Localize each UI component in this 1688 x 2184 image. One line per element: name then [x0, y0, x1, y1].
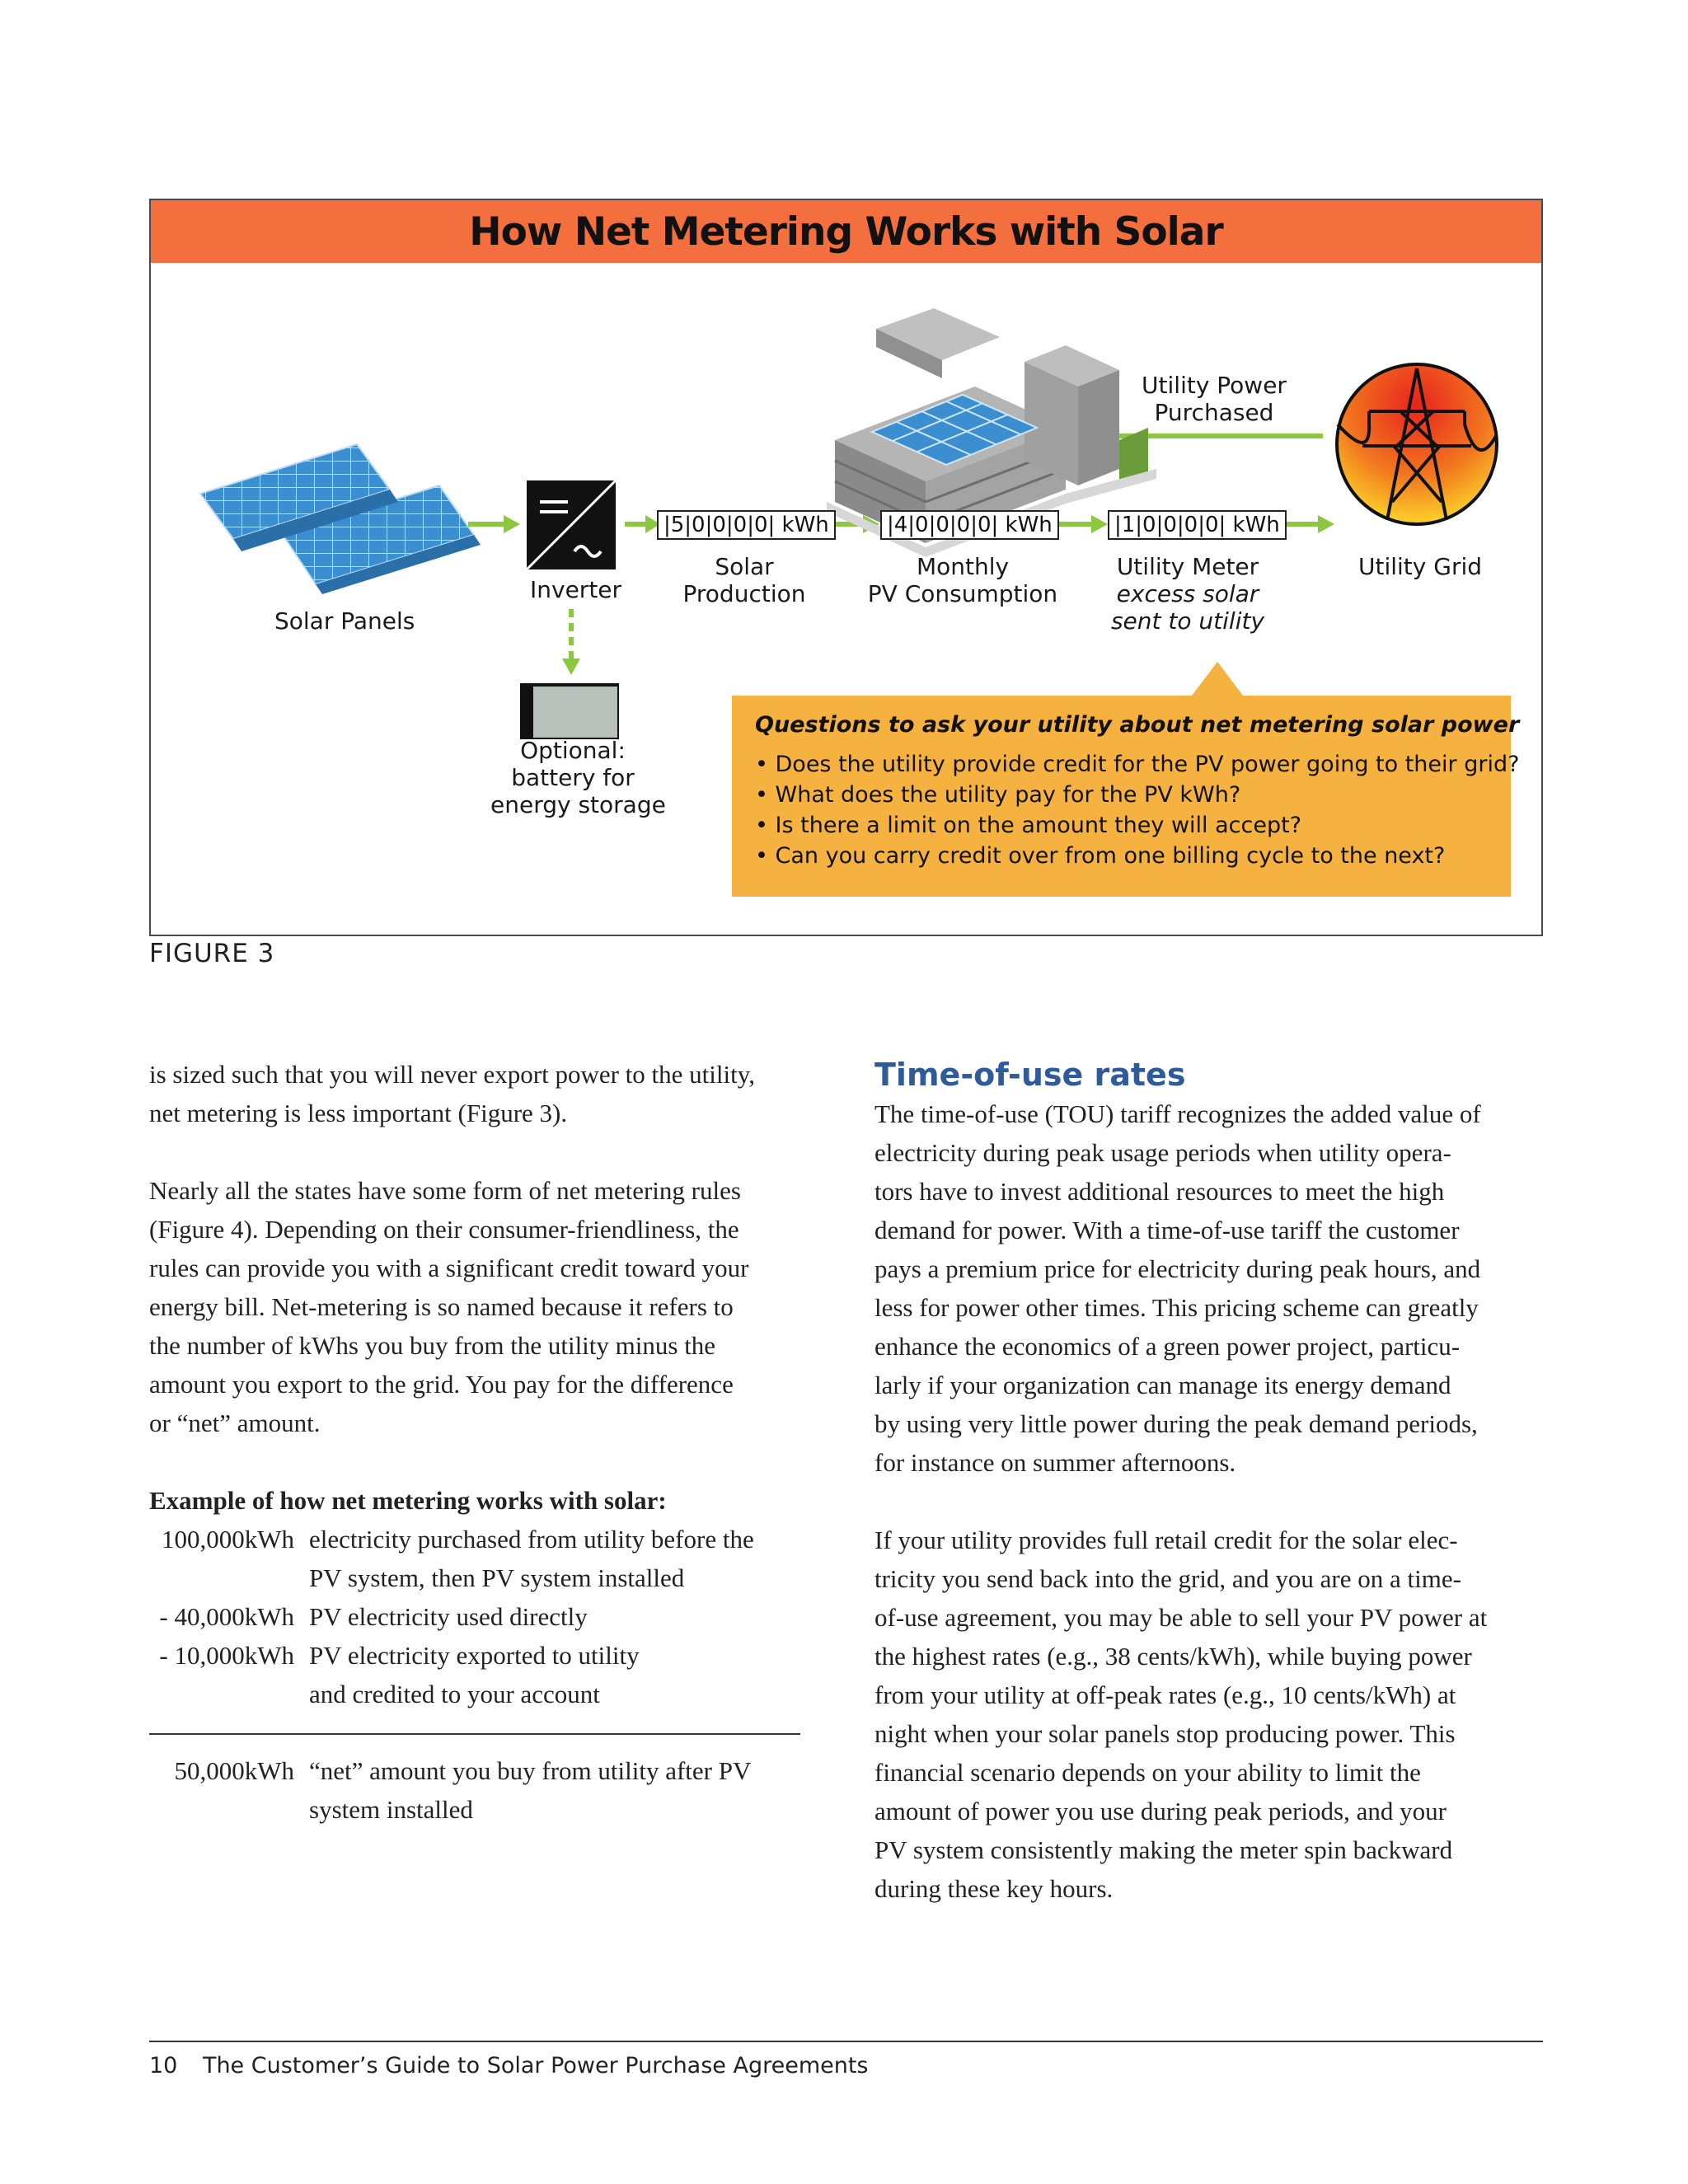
- example-row: - 10,000kWh PV electricity exported to utility and credited to your account: [159, 1641, 640, 1708]
- battery-label: Optional: battery for energy storage: [490, 737, 666, 818]
- paragraph-net-metering-rules: Nearly all the states have some form of net metering rules (Figure 4). Depending on their consumer-friendliness, the rules can provide you with a significant credit toward your energy bill. Net-metering is so named because it refers to the number of kWhs you buy from the utility minus the amount you export to the grid. You pay for the difference or “net” amount.: [149, 1176, 749, 1437]
- page-number: 10: [149, 2053, 178, 2079]
- question-item: • What does the utility pay for the PV kWh?: [755, 782, 1241, 808]
- publication-title: The Customer’s Guide to Solar Power Purchase Agreements: [202, 2053, 869, 2079]
- utility-power-purchased-label: Utility Power Purchased: [1142, 372, 1287, 426]
- solar-production-meter: |5|0|0|0|0| kWh: [657, 510, 836, 540]
- questions-box: [732, 696, 1520, 897]
- example-row: - 40,000kWh PV electricity used directly: [159, 1602, 588, 1631]
- right-column: [874, 1055, 1550, 1908]
- figure-title: How Net Metering Works with Solar: [469, 209, 1223, 255]
- paragraph-continued: is sized such that you will never export power to the utility, net metering is less important (Figure 3).: [149, 1060, 755, 1127]
- paragraph-retail-credit: If your utility provides full retail credit for the solar elec- tricity you send back into the grid, and you are on a time- of-use agreement, you may be able to sell your PV power at the highest rates (e.g., 38 cents/kWh), while buying power from your utility at off-peak rates (e.g., 10 cents/kWh) at night when your solar panels stop producing power. This financial scenario depends on your ability to limit the amount of power you use during peak periods, and your PV system consistently making the meter spin backward during these key hours.: [874, 1526, 1488, 1903]
- question-item: • Is there a limit on the amount they will accept?: [755, 813, 1302, 838]
- questions-title: Questions to ask your utility about net metering solar power: [755, 712, 1520, 738]
- utility-grid-label: Utility Grid: [1357, 553, 1483, 580]
- footer-divider: [149, 2041, 1543, 2042]
- figure-caption: FIGURE 3: [149, 939, 275, 968]
- net-metering-figure: [149, 199, 1543, 936]
- section-heading-time-of-use: Time-of-use rates: [874, 1057, 1186, 1093]
- inverter-label: Inverter: [530, 576, 622, 603]
- left-column: [149, 1055, 809, 1829]
- monthly-consumption-meter: |4|0|0|0|0| kWh: [880, 510, 1059, 540]
- paragraph-tou-tariff: The time-of-use (TOU) tariff recognizes the added value of electricity during peak usage periods when utility opera- tors have to invest additional resources to meet the high demand for power. With a time-of-use tariff the customer pays a premium price for electricity during peak hours, and less for power other times. This pricing scheme can greatly enhance the economics of a green power project, particu- larly if your organization can manage its energy demand by using very little power during the peak demand periods, for instance on summer afternoons.: [874, 1099, 1481, 1477]
- example-heading: Example of how net metering works with solar:: [149, 1486, 667, 1515]
- solar-production-label: Solar Production: [682, 553, 806, 607]
- utility-meter-readout: |1|0|0|0|0| kWh: [1108, 510, 1287, 540]
- example-divider: [149, 1733, 800, 1735]
- page-footer: [149, 2053, 869, 2079]
- example-row: 100,000kWh electricity purchased from utility before the PV system, then PV system installed: [161, 1525, 754, 1592]
- solar-panels-icon: [200, 444, 481, 594]
- battery-icon: [520, 683, 619, 739]
- question-item: • Does the utility provide credit for the PV power going to their grid?: [755, 752, 1520, 777]
- question-box-pointer: [1192, 662, 1243, 696]
- utility-grid-icon: [1337, 364, 1497, 524]
- arrow-inverter-to-battery: [562, 609, 580, 675]
- example-total-row: 50,000kWh “net” amount you buy from utility after PV system installed: [174, 1756, 752, 1824]
- monthly-consumption-label: Monthly PV Consumption: [867, 553, 1058, 607]
- inverter-icon: [527, 480, 616, 569]
- utility-meter-label: Utility Meter excess solar sent to utility: [1110, 553, 1265, 635]
- solar-panels-label: Solar Panels: [274, 607, 415, 635]
- arrow-panels-to-inverter: [468, 515, 520, 533]
- arrow-inverter-to-solar-meter: [625, 515, 660, 533]
- figure-header: [151, 200, 1541, 263]
- question-item: • Can you carry credit over from one billing cycle to the next?: [755, 843, 1446, 869]
